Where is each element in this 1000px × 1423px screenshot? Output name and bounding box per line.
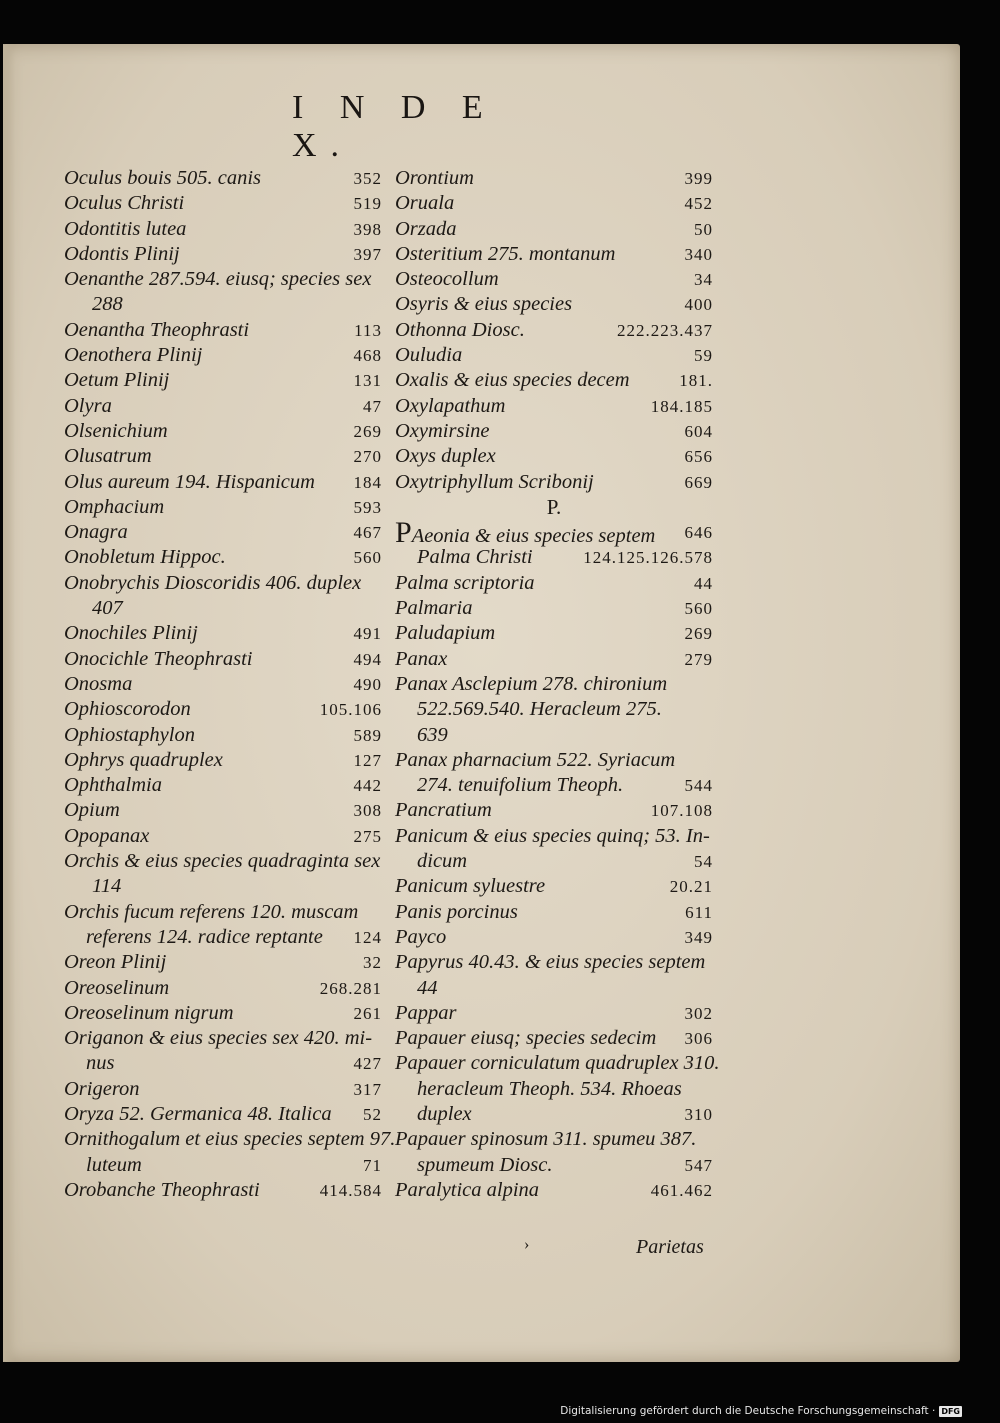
- index-entry-term: referens 124. radice reptante: [86, 925, 323, 948]
- index-entry: [395, 672, 713, 697]
- index-entry: [64, 976, 382, 1001]
- index-entry-term: 274. tenuifolium Theoph.: [417, 774, 624, 797]
- index-entry-term: 407: [92, 597, 123, 620]
- index-entry-page-number: 302: [684, 1003, 713, 1023]
- index-entry: [395, 470, 713, 495]
- index-entry: [395, 217, 713, 242]
- index-entry-page-number: 398: [353, 219, 382, 239]
- index-entry-term: Ophiostaphylon: [64, 723, 195, 746]
- index-entry-term: dicum: [417, 850, 468, 873]
- index-entry-page-number: 397: [353, 244, 382, 264]
- index-entry-page-number: 222.223.437: [617, 320, 713, 340]
- index-entry-term: Origeron: [64, 1077, 140, 1100]
- index-entry: [64, 748, 382, 773]
- index-entry-term: Oxys duplex: [395, 445, 496, 468]
- signature-mark: ›: [524, 1236, 530, 1253]
- index-entry-term: Palmaria: [395, 597, 473, 620]
- index-entry-page-number: 467: [353, 523, 382, 543]
- index-entry: [395, 647, 713, 672]
- index-entry-term: Onobrychis Dioscoridis 406. duplex: [64, 571, 362, 594]
- index-entry-term: Palma Christi: [417, 546, 533, 569]
- index-entry: [64, 292, 382, 317]
- index-entry: [64, 470, 382, 495]
- index-entry-page-number: 519: [353, 194, 382, 214]
- index-entry-term: Pancratium: [395, 799, 492, 822]
- index-entry: [395, 318, 713, 343]
- index-entry-term: Odontitis lutea: [64, 217, 187, 240]
- index-entry-page-number: 414.584: [319, 1180, 382, 1200]
- index-entry-page-number: 270: [353, 447, 382, 467]
- index-entry: [395, 697, 713, 722]
- index-entry: [64, 571, 382, 596]
- index-entry-term: Olusatrum: [64, 445, 152, 468]
- index-entry-page-number: 54: [694, 852, 713, 872]
- index-entry-term: luteum: [86, 1153, 142, 1176]
- index-entry-term: Osteocollum: [395, 268, 499, 291]
- index-entry-term: Oreon Plinij: [64, 951, 167, 974]
- index-entry-page-number: 47: [363, 396, 382, 416]
- index-entry-page-number: 261: [353, 1003, 382, 1023]
- index-entry: [64, 647, 382, 672]
- index-entry: [64, 444, 382, 469]
- index-entry: [395, 925, 713, 950]
- index-entry-term: spumeum Diosc.: [417, 1153, 553, 1176]
- index-entry-term: Pappar: [395, 1001, 457, 1024]
- index-entry-term: Papauer eiusq; species sedecim: [395, 1027, 657, 1050]
- index-entry-term: Oreoselinum nigrum: [64, 1001, 234, 1024]
- index-entry: [64, 520, 382, 545]
- index-entry-term: Oetum Plinij: [64, 369, 170, 392]
- index-entry-page-number: 124.125.126.578: [583, 548, 713, 568]
- index-entry: [64, 1051, 382, 1076]
- index-entry: [64, 824, 382, 849]
- index-entry-term: 522.569.540. Heracleum 275.: [417, 698, 662, 721]
- index-entry-term: duplex: [417, 1102, 472, 1125]
- index-entry: [395, 900, 713, 925]
- index-entry-term: Ophrys quadruplex: [64, 748, 223, 771]
- index-entry-page-number: 593: [353, 497, 382, 517]
- index-entry-term: Oreoselinum: [64, 976, 170, 999]
- catchword: Parietas: [636, 1236, 704, 1258]
- index-entry-term: Orchis & eius species quadraginta sex: [64, 850, 381, 873]
- index-entry: [395, 596, 713, 621]
- index-entry-page-number: 656: [684, 447, 713, 467]
- index-entry-term: Osteritium 275. montanum: [395, 242, 616, 265]
- index-entry-term: Panax pharnacium 522. Syriacum: [395, 748, 676, 771]
- index-entry: [395, 621, 713, 646]
- index-entry: [64, 672, 382, 697]
- index-entry: [395, 267, 713, 292]
- drop-cap-letter: P: [395, 516, 412, 550]
- index-entry-term: Odontis Plinij: [64, 242, 180, 265]
- index-entry: [395, 1001, 713, 1026]
- index-entry-page-number: 269: [353, 421, 382, 441]
- index-entry-term: Panax: [395, 647, 448, 670]
- index-entry-page-number: 547: [684, 1155, 713, 1175]
- index-entry-page-number: 32: [363, 953, 382, 973]
- index-entry: [395, 292, 713, 317]
- index-entry-page-number: 452: [684, 194, 713, 214]
- page-edge-shadow: [3, 44, 15, 1362]
- index-entry: [395, 394, 713, 419]
- index-entry-term: Paludapium: [395, 622, 496, 645]
- index-entry: [395, 1051, 720, 1076]
- index-entry-page-number: 310: [684, 1104, 713, 1124]
- index-entry-term: 114: [92, 875, 122, 898]
- index-entry: [64, 267, 382, 292]
- index-entry: [395, 1077, 713, 1102]
- index-entry-term: Orobanche Theophrasti: [64, 1178, 260, 1201]
- index-entry: [64, 368, 382, 393]
- index-entry: [64, 621, 382, 646]
- index-entry: [395, 824, 713, 849]
- digitization-footer: [560, 1405, 962, 1417]
- index-entry: [64, 1026, 382, 1051]
- index-entry-page-number: 279: [684, 649, 713, 669]
- index-entry-page-number: 317: [353, 1079, 382, 1099]
- index-entry-term: Onocichle Theophrasti: [64, 647, 253, 670]
- index-entry: [64, 596, 382, 621]
- index-entry-term: Ornithogalum et eius species septem 97.: [64, 1128, 396, 1151]
- index-entry-term: Olus aureum 194. Hispanicum: [64, 470, 315, 493]
- index-entry: [395, 976, 713, 1001]
- index-entry-term: Panicum & eius species quinq; 53. In-: [395, 824, 710, 847]
- index-entry-page-number: 269: [684, 624, 713, 644]
- index-entry-term: Opopanax: [64, 824, 150, 847]
- index-entry-page-number: 127: [353, 750, 382, 770]
- index-entry-page-number: 560: [353, 548, 382, 568]
- index-entry: [395, 516, 713, 550]
- index-entry-page-number: 71: [363, 1155, 382, 1175]
- index-column-left: [64, 166, 396, 1203]
- index-entry-term: Olyra: [64, 394, 112, 417]
- index-entry: [395, 1026, 713, 1051]
- index-entry: [395, 419, 713, 444]
- index-entry: [64, 925, 382, 950]
- index-entry-term: 288: [92, 293, 123, 316]
- index-entry-page-number: 442: [353, 776, 382, 796]
- index-entry-page-number: 427: [353, 1054, 382, 1074]
- index-entry-page-number: 184.185: [650, 396, 713, 416]
- index-entry: [395, 849, 713, 874]
- index-entry-page-number: 50: [694, 219, 713, 239]
- index-entry-page-number: 646: [684, 523, 713, 543]
- index-entry-term: Oenanthe 287.594. eiusq; species sex: [64, 268, 372, 291]
- index-entry: [64, 697, 382, 722]
- index-entry-page-number: 268.281: [319, 978, 382, 998]
- index-entry: [64, 849, 382, 874]
- index-entry: [395, 368, 713, 393]
- index-entry: [395, 343, 713, 368]
- index-entry: [64, 1077, 382, 1102]
- index-entry-term: Panax Asclepium 278. chironium: [395, 672, 668, 695]
- index-entry-term: Opium: [64, 799, 120, 822]
- index-entry: [395, 191, 713, 216]
- index-entry-term: Oxytriphyllum Scribonij: [395, 470, 594, 493]
- index-entry-term: Orchis fucum referens 120. muscam: [64, 900, 359, 923]
- index-entry-term: Olsenichium: [64, 419, 168, 442]
- index-entry: [64, 191, 382, 216]
- index-entry-page-number: 124: [353, 927, 382, 947]
- index-entry: [64, 1001, 382, 1026]
- index-entry-term: Paralytica alpina: [395, 1178, 540, 1201]
- index-entry-page-number: 491: [353, 624, 382, 644]
- index-entry: [395, 773, 713, 798]
- index-entry-term: Oenothera Plinij: [64, 344, 203, 367]
- footer-text: Digitalisierung gefördert durch die Deutsche Forschungsgemeinschaft ·: [560, 1405, 936, 1417]
- index-entry-page-number: 340: [684, 244, 713, 264]
- index-entry-term: Othonna Diosc.: [395, 318, 525, 341]
- index-entry-term: Onosma: [64, 672, 133, 695]
- index-entry: [395, 748, 713, 773]
- index-entry-term-text: Aeonia & eius species septem: [411, 525, 656, 548]
- index-entry-page-number: 611: [685, 902, 713, 922]
- index-entry-term: 44: [417, 976, 438, 999]
- index-entry-term: Orzada: [395, 217, 457, 240]
- index-entry-page-number: 44: [694, 573, 713, 593]
- index-entry: [64, 1153, 382, 1178]
- index-entry-page-number: 490: [353, 674, 382, 694]
- index-entry-page-number: 105.106: [319, 700, 382, 720]
- index-entry: [395, 874, 713, 899]
- index-entry: [64, 874, 382, 899]
- index-column-right: [395, 166, 720, 1203]
- index-entry-page-number: 400: [684, 295, 713, 315]
- index-entry-page-number: 494: [353, 649, 382, 669]
- index-entry-page-number: 669: [684, 472, 713, 492]
- index-entry: [64, 545, 382, 570]
- index-entry-term: Oxymirsine: [395, 419, 490, 442]
- index-entry-term: 639: [417, 723, 448, 746]
- index-entry-page-number: 107.108: [650, 801, 713, 821]
- index-entry-term: Oxylapathum: [395, 394, 506, 417]
- index-entry-term: Papauer corniculatum quadruplex 310.: [395, 1052, 720, 1075]
- index-entry: [64, 242, 382, 267]
- index-entry: [64, 1102, 382, 1127]
- index-entry: [64, 343, 382, 368]
- index-entry-term: Oenantha Theophrasti: [64, 318, 250, 341]
- index-entry-term: Onochiles Plinij: [64, 622, 198, 645]
- index-entry-page-number: 113: [354, 320, 382, 340]
- index-entry: [395, 1178, 713, 1203]
- index-entry: [64, 950, 382, 975]
- index-entry-page-number: 308: [353, 801, 382, 821]
- index-entry-page-number: 604: [684, 421, 713, 441]
- index-entry: [395, 571, 713, 596]
- index-entry-page-number: 59: [694, 346, 713, 366]
- index-entry-page-number: 352: [353, 169, 382, 188]
- index-entry-term: Panis porcinus: [395, 900, 518, 923]
- index-entry-page-number: 184: [353, 472, 382, 492]
- index-entry-page-number: 306: [684, 1029, 713, 1049]
- index-entry: [395, 444, 713, 469]
- index-entry: [64, 723, 382, 748]
- index-entry-page-number: 461.462: [650, 1180, 713, 1200]
- index-entry-page-number: 399: [684, 169, 713, 188]
- index-entry-page-number: 181.: [679, 371, 713, 391]
- index-entry-page-number: 52: [363, 1104, 382, 1124]
- index-entry: [64, 798, 382, 823]
- index-entry: [395, 950, 713, 975]
- index-entry: [395, 1102, 713, 1127]
- index-entry-page-number: 131: [353, 371, 382, 391]
- index-entry-term: Oculus Christi: [64, 192, 185, 215]
- index-entry: [395, 1127, 713, 1152]
- page-title: I N D E X.: [292, 89, 497, 164]
- index-entry-page-number: 275: [353, 826, 382, 846]
- index-entry-term: Oryza 52. Germanica 48. Italica: [64, 1102, 332, 1125]
- index-entry: [395, 545, 713, 570]
- index-entry: [64, 394, 382, 419]
- index-entry-term: Oxalis & eius species decem: [395, 369, 630, 392]
- index-entry-term: Orontium: [395, 167, 474, 189]
- index-entry-page-number: 589: [353, 725, 382, 745]
- index-entry: [64, 419, 382, 444]
- index-entry: [64, 217, 382, 242]
- index-entry: [395, 723, 713, 748]
- index-entry-term: Ophioscorodon: [64, 698, 191, 721]
- index-entry-term: Ouludia: [395, 344, 463, 367]
- index-entry-term: nus: [86, 1052, 115, 1075]
- index-entry: [64, 900, 382, 925]
- index-entry: [64, 166, 382, 191]
- dfg-logo-icon: DFG: [941, 1406, 960, 1416]
- index-entry: [64, 318, 382, 343]
- index-entry-term: Panicum syluestre: [395, 875, 546, 898]
- index-entry-term: Oruala: [395, 192, 455, 215]
- index-entry-page-number: 468: [353, 346, 382, 366]
- index-entry-page-number: 349: [684, 927, 713, 947]
- index-entry-term: Oculus bouis 505. canis: [64, 167, 262, 189]
- index-entry-term: Palma scriptoria: [395, 571, 535, 594]
- index-entry-page-number: 20.21: [669, 877, 713, 897]
- index-entry: [64, 1127, 396, 1152]
- index-entry-term: heracleum Theoph. 534. Rhoeas: [417, 1077, 682, 1100]
- index-entry: [64, 495, 382, 520]
- index-entry-term: Papyrus 40.43. & eius species septem: [395, 951, 706, 974]
- index-entry: [64, 1178, 382, 1203]
- index-entry-page-number: 560: [684, 599, 713, 619]
- index-entry: [395, 798, 713, 823]
- index-entry-term: Onobletum Hippoc.: [64, 546, 226, 569]
- index-entry-page-number: 34: [694, 270, 713, 290]
- index-entry-term: Ophthalmia: [64, 774, 162, 797]
- index-entry-term: Papauer spinosum 311. spumeu 387.: [395, 1128, 697, 1151]
- index-entry-term: Omphacium: [64, 495, 165, 518]
- index-entry: [64, 773, 382, 798]
- index-entry-term: Payco: [395, 925, 447, 948]
- index-entry-term: Origanon & eius species sex 420. mi-: [64, 1027, 373, 1050]
- index-entry-term: Osyris & eius species: [395, 293, 573, 316]
- index-entry: [395, 1153, 713, 1178]
- index-entry: [395, 242, 713, 267]
- index-entry-term: Onagra: [64, 521, 128, 544]
- index-letter-heading: P.: [546, 494, 562, 519]
- index-entry-page-number: 544: [684, 776, 713, 796]
- index-entry: [395, 166, 713, 191]
